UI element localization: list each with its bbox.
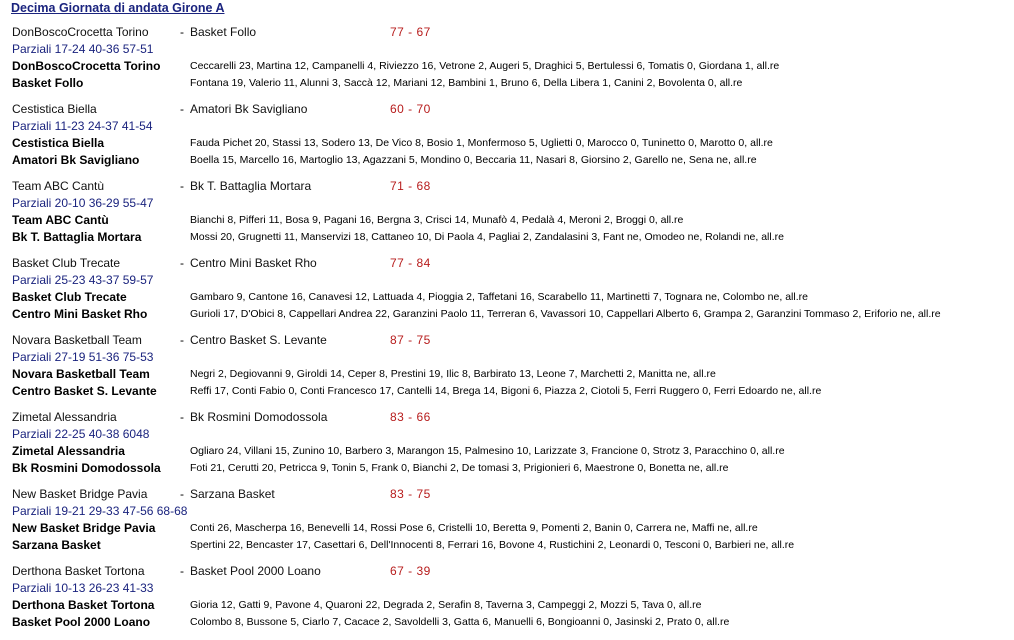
away-team-label: Basket Follo <box>12 76 84 90</box>
home-team-name: New Basket Bridge Pavia <box>12 487 148 501</box>
away-team-name: Basket Pool 2000 Loano <box>190 564 321 578</box>
away-player-scores: Colombo 8, Bussone 5, Ciarlo 7, Cacace 2, Savoldelli 3, Gatta 6, Manuelli 6, Bongioanni 0, Jasinski 2, Prato 0, all.re <box>190 616 730 628</box>
partial-scores: Parziali 25-23 43-37 59-57 <box>12 273 154 287</box>
home-team-name: Zimetal Alessandria <box>12 410 117 424</box>
away-team-name: Centro Mini Basket Rho <box>190 256 317 270</box>
versus-dash: - <box>180 256 184 270</box>
final-score: 71 - 68 <box>390 179 431 193</box>
partial-scores: Parziali 20-10 36-29 55-47 <box>12 196 154 210</box>
away-team-name: Bk T. Battaglia Mortara <box>190 179 312 193</box>
home-team-name: Derthona Basket Tortona <box>12 564 145 578</box>
versus-dash: - <box>180 487 184 501</box>
final-score: 67 - 39 <box>390 564 431 578</box>
versus-dash: - <box>180 25 184 39</box>
home-player-scores: Fauda Pichet 20, Stassi 13, Sodero 13, De Vico 8, Bosio 1, Monfermoso 5, Uglietti 0, Marocco 0, Tuninetto 0, Marotto 0, all.re <box>190 137 773 149</box>
versus-dash: - <box>180 102 184 116</box>
game-block <box>0 486 1014 563</box>
home-player-scores: Negri 2, Degiovanni 9, Giroldi 14, Ceper 8, Prestini 19, Ilic 8, Barbirato 13, Leone 7, Marchetti 2, Manitta ne, all.re <box>190 368 716 380</box>
final-score: 60 - 70 <box>390 102 431 116</box>
home-team-name: Cestistica Biella <box>12 102 97 116</box>
partial-scores: Parziali 19-21 29-33 47-56 68-68 <box>12 504 188 518</box>
away-team-label: Centro Basket S. Levante <box>12 384 157 398</box>
home-player-scores: Gioria 12, Gatti 9, Pavone 4, Quaroni 22, Degrada 2, Serafin 8, Taverna 3, Campeggi 2, Mozzi 5, Tava 0, all.re <box>190 599 702 611</box>
away-player-scores: Boella 15, Marcello 16, Martoglio 13, Agazzani 5, Mondino 0, Beccaria 11, Nasari 8, Giorsino 2, Garello ne, Sena ne, all.re <box>190 154 757 166</box>
away-team-label: Bk Rosmini Domodossola <box>12 461 161 475</box>
versus-dash: - <box>180 333 184 347</box>
partial-scores: Parziali 22-25 40-38 6048 <box>12 427 150 441</box>
game-block <box>0 409 1014 486</box>
away-team-name: Sarzana Basket <box>190 487 275 501</box>
home-player-scores: Gambaro 9, Cantone 16, Canavesi 12, Lattuada 4, Pioggia 2, Taffetani 16, Scarabello 11, Martinetti 7, Tognara ne, Colombo ne, all.re <box>190 291 808 303</box>
versus-dash: - <box>180 410 184 424</box>
away-team-name: Amatori Bk Savigliano <box>190 102 308 116</box>
away-player-scores: Spertini 22, Bencaster 17, Casettari 6, Dell'Innocenti 8, Ferrari 16, Bovone 4, Rustichini 2, Leonardi 0, Tesconi 0, Barbieri ne, all.re <box>190 539 795 551</box>
partial-scores: Parziali 10-13 26-23 41-33 <box>12 581 154 595</box>
away-team-label: Bk T. Battaglia Mortara <box>12 230 142 244</box>
away-player-scores: Gurioli 17, D'Obici 8, Cappellari Andrea 22, Garanzini Paolo 11, Terreran 6, Vavassori 10, Cappellari Alberto 6, Grampa 2, Garanzini Tommaso 2, Eriforio ne, all.re <box>190 308 941 320</box>
game-block <box>0 563 1014 640</box>
home-player-scores: Ceccarelli 23, Martina 12, Campanelli 4, Riviezzo 16, Vetrone 2, Augeri 5, Draghici 5, Bertulessi 6, Tomatis 0, Giordana 1, all.re <box>190 60 780 72</box>
home-team-label: New Basket Bridge Pavia <box>12 521 156 535</box>
home-team-label: Cestistica Biella <box>12 136 105 150</box>
game-block <box>0 101 1014 178</box>
away-team-label: Centro Mini Basket Rho <box>12 307 148 321</box>
final-score: 87 - 75 <box>390 333 431 347</box>
versus-dash: - <box>180 179 184 193</box>
away-player-scores: Foti 21, Cerutti 20, Petricca 9, Tonin 5, Frank 0, Bianchi 2, De tomasi 3, Prigionieri 6, Maestrone 0, Bonetta ne, all.re <box>190 462 729 474</box>
home-team-label: Novara Basketball Team <box>12 367 150 381</box>
away-team-label: Sarzana Basket <box>12 538 101 552</box>
game-block <box>0 332 1014 409</box>
away-player-scores: Mossi 20, Grugnetti 11, Manservizi 18, Cattaneo 10, Di Paola 4, Pagliai 2, Zandalasini 3, Fant ne, Omodeo ne, Rolandi ne, all.re <box>190 231 784 243</box>
home-team-label: Basket Club Trecate <box>12 290 127 304</box>
page-title[interactable]: Decima Giornata di andata Girone A <box>11 1 225 15</box>
home-team-label: Derthona Basket Tortona <box>12 598 155 612</box>
away-team-name: Centro Basket S. Levante <box>190 333 327 347</box>
away-player-scores: Fontana 19, Valerio 11, Alunni 3, Saccà 12, Mariani 12, Bambini 1, Bruno 6, Della Libera 1, Canini 2, Bovolenta 0, all.re <box>190 77 743 89</box>
home-player-scores: Conti 26, Mascherpa 16, Benevelli 14, Rossi Pose 6, Cristelli 10, Beretta 9, Pomenti 2, Banin 0, Carrera ne, Maffi ne, all.re <box>190 522 758 534</box>
away-team-name: Bk Rosmini Domodossola <box>190 410 328 424</box>
home-team-name: Basket Club Trecate <box>12 256 121 270</box>
home-player-scores: Bianchi 8, Pifferi 11, Bosa 9, Pagani 16, Bergna 3, Crisci 14, Munafò 4, Pedalà 4, Meroni 2, Broggi 0, all.re <box>190 214 684 226</box>
partial-scores: Parziali 27-19 51-36 75-53 <box>12 350 154 364</box>
away-team-label: Amatori Bk Savigliano <box>12 153 140 167</box>
home-team-label: DonBoscoCrocetta Torino <box>12 59 161 73</box>
home-player-scores: Ogliaro 24, Villani 15, Zunino 10, Barbero 3, Marangon 15, Palmesino 10, Larizzate 3, Francione 0, Strotz 3, Paracchino 0, all.re <box>190 445 785 457</box>
game-block <box>0 24 1014 101</box>
away-team-label: Basket Pool 2000 Loano <box>12 615 151 629</box>
final-score: 83 - 66 <box>390 410 431 424</box>
game-block <box>0 255 1014 332</box>
partial-scores: Parziali 17-24 40-36 57-51 <box>12 42 154 56</box>
final-score: 83 - 75 <box>390 487 431 501</box>
away-player-scores: Reffi 17, Conti Fabio 0, Conti Francesco 17, Cantelli 14, Brega 14, Bigoni 6, Piazza 2, Ciotoli 5, Ferri Ruggero 0, Ferri Edoardo ne, all.re <box>190 385 822 397</box>
home-team-name: DonBoscoCrocetta Torino <box>12 25 149 39</box>
home-team-name: Novara Basketball Team <box>12 333 142 347</box>
home-team-label: Team ABC Cantù <box>12 213 109 227</box>
final-score: 77 - 67 <box>390 25 431 39</box>
game-block <box>0 178 1014 255</box>
home-team-label: Zimetal Alessandria <box>12 444 125 458</box>
final-score: 77 - 84 <box>390 256 431 270</box>
away-team-name: Basket Follo <box>190 25 257 39</box>
versus-dash: - <box>180 564 184 578</box>
home-team-name: Team ABC Cantù <box>12 179 105 193</box>
partial-scores: Parziali 11-23 24-37 41-54 <box>12 119 153 133</box>
